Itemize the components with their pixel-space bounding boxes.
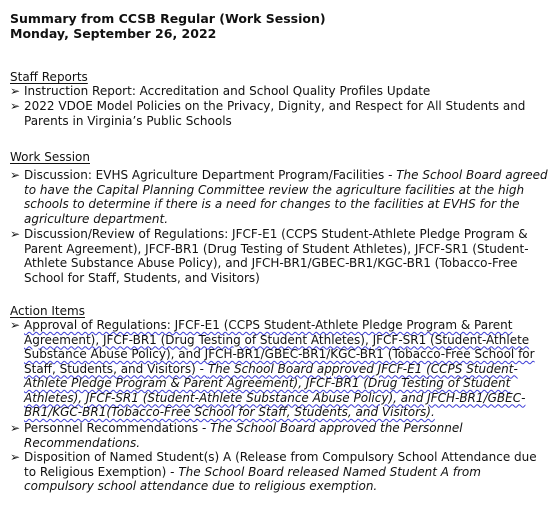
action-item-content <box>24 421 548 450</box>
action-item-content <box>24 318 548 420</box>
arrow-bullet-icon: ➢ <box>10 168 21 182</box>
work-session-heading: Work Session <box>10 150 90 164</box>
action-item <box>10 421 548 450</box>
board-action-note: The School Board released Named Student A from compulsory school attendance due to religious exemption. <box>24 464 481 493</box>
item-text: Disposition of Named Student(s) A (Release from Compulsory School Attendance due to Religious Exemption) - <box>24 450 537 479</box>
document-title <box>10 11 326 41</box>
work-session-item <box>10 168 548 226</box>
arrow-bullet-icon: ➢ <box>10 227 21 241</box>
staff-report-text: Instruction Report: Accreditation and School Quality Profiles Update <box>24 84 431 98</box>
item-text: Discussion/Review of Regulations: JFCF-E1 (CCPS Student-Athlete Pledge Program & Parent Agreement), JFCF-BR1 (Drug Testing of Student Athletes), JFCF-SR1 (Student-Athlete Substance Abuse Policy), and JFCH-BR1/GBEC-BR1/KGC-BR1 (Tobacco-Free School for Staff, Students, and Visitors) <box>24 227 529 285</box>
board-action-note: The School Board approved the Personnel Recommendations. <box>24 421 463 450</box>
arrow-bullet-icon: ➢ <box>10 318 21 332</box>
item-text: Discussion: EVHS Agriculture Department Program/Facilities - <box>24 168 397 182</box>
arrow-bullet-icon: ➢ <box>10 99 21 113</box>
staff-report-item <box>10 84 548 99</box>
board-action-note: The School Board agreed to have the Capital Planning Committee review the agriculture facilities at the high schools to determine if there is a need for changes to the facilities at EVHS for the agriculture department. <box>24 168 548 226</box>
action-item <box>10 450 548 494</box>
work-session-item <box>10 227 548 285</box>
arrow-bullet-icon: ➢ <box>10 421 21 435</box>
work-session-item-content <box>24 168 548 226</box>
item-text: Approval of Regulations: JFCF-E1 (CCPS Student-Athlete Pledge Program & Parent Agreement), JFCF-BR1 (Drug Testing of Student Athletes), JFCF-SR1 (Student-Athlete Substance Abuse Policy), and JFCH-BR1/GBEC-BR1/KGC-BR1 (Tobacco-Free School for Staff, Students, and Visitors) - <box>24 318 535 376</box>
board-action-note: The School Board approved JFCF-E1 (CCPS Student-Athlete Pledge Program & Parent Agreement), JFCF-BR1 (Drug Testing of Student Athletes), JFCF-SR1 (Student-Athlete Substance Abuse Policy), and JFCH-BR1/GBEC-BR1/KGC-BR1(Tobacco-Free School for Staff, Students, and Visitors). <box>24 361 526 419</box>
arrow-bullet-icon: ➢ <box>10 450 21 464</box>
work-session-item-content <box>24 227 548 285</box>
staff-report-item <box>10 99 548 128</box>
item-text: Personnel Recommendations - <box>24 421 211 435</box>
staff-reports-heading: Staff Reports <box>10 70 88 84</box>
action-items-heading: Action Items <box>10 304 85 318</box>
action-item <box>10 318 548 420</box>
action-item-content <box>24 450 548 494</box>
title-line-1: Summary from CCSB Regular (Work Session) <box>10 11 326 26</box>
title-line-2: Monday, September 26, 2022 <box>10 26 217 41</box>
staff-report-text: 2022 VDOE Model Policies on the Privacy, Dignity, and Respect for All Students and Parents in Virginia’s Public Schools <box>24 99 526 128</box>
arrow-bullet-icon: ➢ <box>10 84 21 98</box>
